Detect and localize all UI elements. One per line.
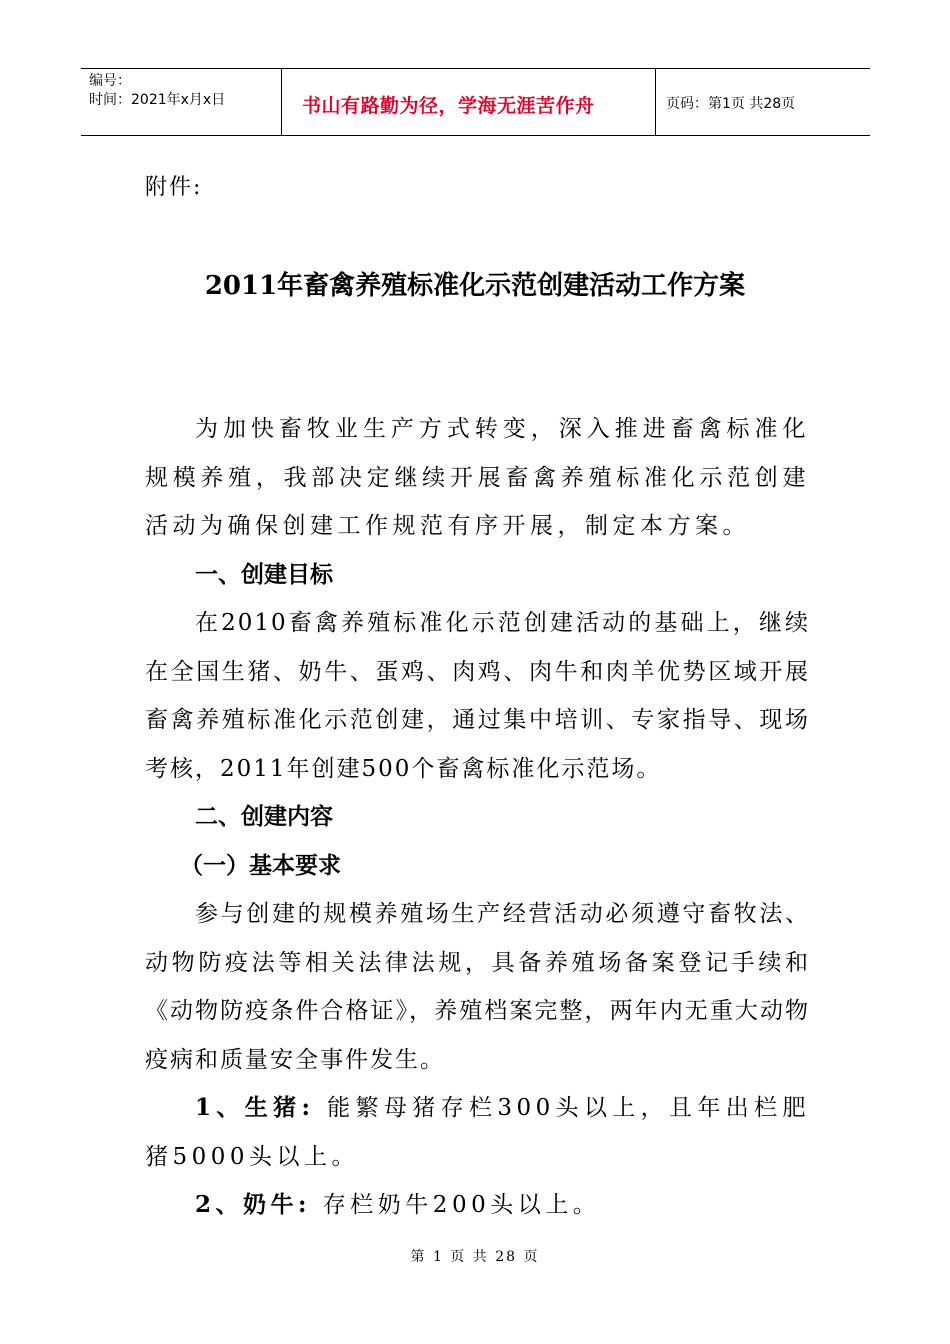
header-meta [81,69,282,135]
document-header [81,68,870,136]
item-pig [145,1084,810,1181]
header-motto: 书山有路勤为径，学海无涯苦作舟 [302,94,595,117]
item-cow-text: 存栏奶牛200头以上。 [311,1192,601,1218]
time-label: 时间：2021年x月x日 [89,92,226,108]
intro-paragraph: 为加快畜牧业生产方式转变，深入推进畜禽标准化规模养殖，我部决定继续开展畜禽养殖标准化示范创建活动为确保创建工作规范有序开展，制定本方案。 [145,416,810,539]
section-heading-content: 二、创建内容 [195,804,333,830]
attachment-label: 附件: [145,175,203,200]
header-page-info: 页码：第1页 共28页 [666,96,796,112]
subsection-heading-basic: （一）基本要求 [180,851,341,879]
basic-requirements-paragraph: 参与创建的规模养殖场生产经营活动必须遵守畜牧法、动物防疫法等相关法律法规，具备养殖场备案登记手续和《动物防疫条件合格证》，养殖档案完整，两年内无重大动物疫病和质量安全事件发生。 [145,901,810,1073]
page-footer: 第 1 页 共 28 页 [410,1249,540,1265]
header-page-info-cell [656,69,870,135]
number-label: 编号： [89,73,131,89]
item-cow-label: 2、奶牛: [195,1191,311,1218]
item-pig-text: 能繁母猪存栏300头以上，且年出栏肥猪5000头以上。 [145,1095,810,1170]
goal-paragraph: 在2010畜禽养殖标准化示范创建活动的基础上，继续在全国生猪、奶牛、蛋鸡、肉鸡、肉牛和肉羊优势区域开展畜禽养殖标准化示范创建，通过集中培训、专家指导、现场考核，2011年创建500个畜禽标准化示范场。 [145,610,810,782]
section-heading-goal: 一、创建目标 [195,561,333,588]
item-cow [145,1181,810,1230]
document-body [145,405,810,1230]
item-pig-label: 1、生猪: [195,1094,315,1121]
document-title: 2011年畜禽养殖标准化示范创建活动工作方案 [204,271,746,301]
header-motto-cell [282,69,656,135]
